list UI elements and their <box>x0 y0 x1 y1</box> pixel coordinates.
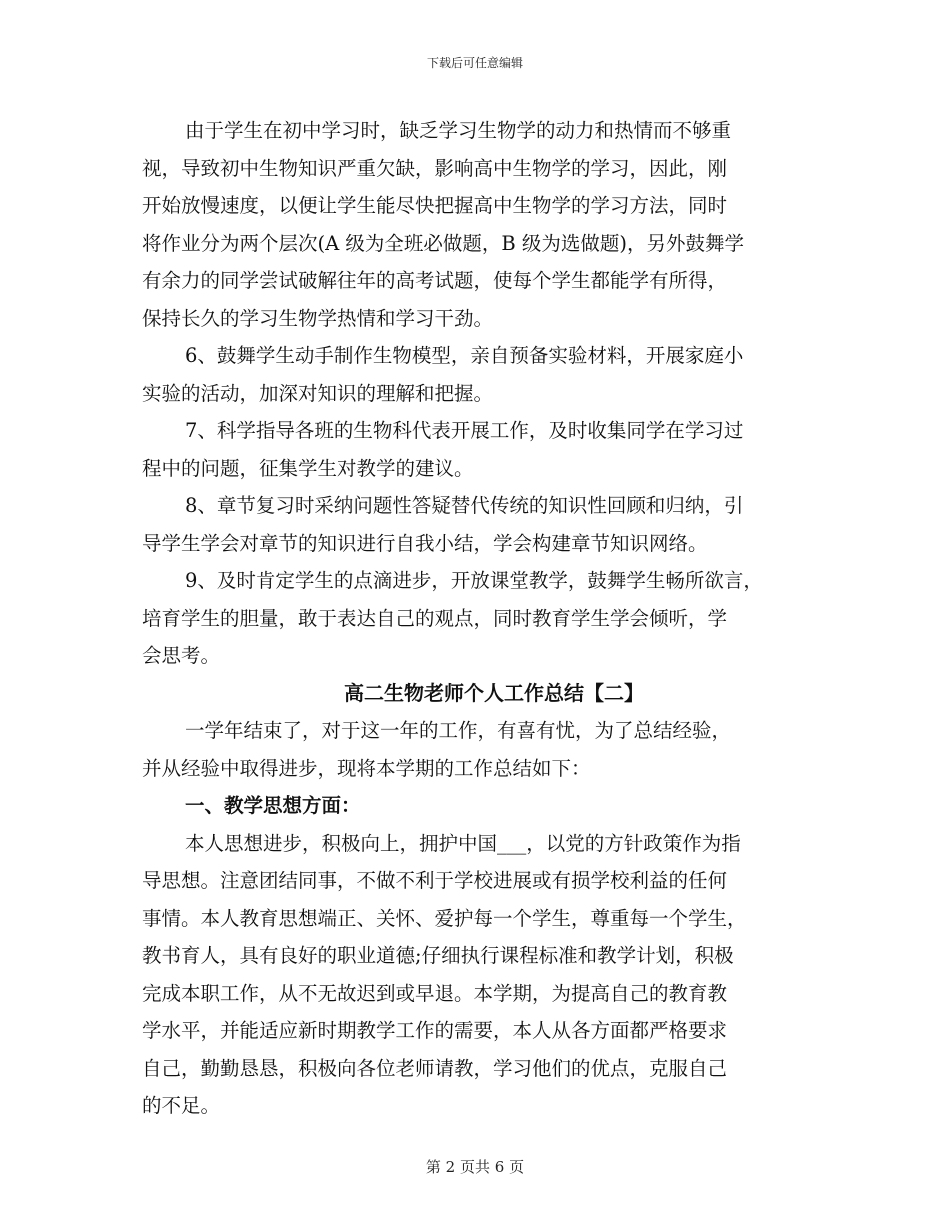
text-line: 并从经验中取得进步，现将本学期的工作总结如下： <box>142 756 591 780</box>
text-line: 自己，勤勤恳恳，积极向各位老师请教，学习他们的优点，克服自己 <box>142 1056 728 1080</box>
text-line: 开始放慢速度，以便让学生能尽快把握高中生物学的学习方法，同时 <box>142 194 728 217</box>
text-line: 将作业分为两个层次(A 级为全班必做题，B 级为选做题)，另外鼓舞学 <box>142 231 745 255</box>
text-line: 实验的活动，加深对知识的理解和把握。 <box>142 381 494 405</box>
text-line: 导思想。注意团结同事，不做不利于学校进展或有损学校利益的任何 <box>142 869 728 892</box>
text-line: 培育学生的胆量，敢于表达自己的观点，同时教育学生学会倾听，学 <box>142 606 728 630</box>
paragraph <box>142 487 822 562</box>
text-line: 程中的问题，征集学生对教学的建议。 <box>142 456 474 480</box>
paragraph <box>142 562 822 675</box>
paragraph <box>142 112 822 337</box>
text-line: 8、章节复习时采纳问题性答疑替代传统的知识性回顾和归纳，引 <box>185 494 744 517</box>
page-header: 下载后可任意编辑 <box>426 56 523 70</box>
paragraph <box>142 412 822 487</box>
text-line: 7、科学指导各班的生物科代表开展工作，及时收集同学在学习过 <box>185 419 744 442</box>
section-subheading <box>142 787 822 825</box>
text-line: 9、及时肯定学生的点滴进步，开放课堂教学，鼓舞学生畅所欲言， <box>185 569 763 592</box>
page-footer: 第 2 页共 6 页 <box>425 1158 525 1176</box>
text-line: 由于学生在初中学习时，缺乏学习生物学的动力和热情而不够重 <box>185 119 732 142</box>
text-line: 高二生物老师个人工作总结【二】 <box>344 680 644 705</box>
text-line: 导学生学会对章节的知识进行自我小结，学会构建章节知识网络。 <box>142 531 708 555</box>
text-line: 完成本职工作，从不无故迟到或早退。本学期，为提高自己的教育教 <box>142 981 728 1005</box>
document-body <box>142 112 822 1125</box>
text-line: 会思考。 <box>142 644 221 667</box>
text-line: 的不足。 <box>142 1094 221 1117</box>
text-line: 有余力的同学尝试破解往年的高考试题，使每个学生都能学有所得， <box>142 269 728 292</box>
text-line: 一、教学思想方面： <box>185 794 361 817</box>
text-line: 事情。本人教育思想端正、关怀、爱护每一个学生，尊重每一个学生， <box>142 906 747 930</box>
text-line: 一学年结束了，对于这一年的工作，有喜有忧，为了总结经验， <box>185 719 732 742</box>
text-line: 6、鼓舞学生动手制作生物模型，亲自预备实验材料，开展家庭小 <box>185 344 744 367</box>
text-line: 学水平，并能适应新时期教学工作的需要，本人从各方面都严格要求 <box>142 1019 728 1042</box>
text-line: 教书育人，具有良好的职业道德;仔细执行课程标准和教学计划，积极 <box>142 944 734 967</box>
paragraph <box>142 825 822 1125</box>
paragraph <box>142 712 822 787</box>
text-line: 保持长久的学习生物学热情和学习干劲。 <box>142 306 494 330</box>
section-title <box>142 675 822 713</box>
text-line: 视，导致初中生物知识严重欠缺，影响高中生物学的学习，因此，刚 <box>142 156 728 180</box>
paragraph <box>142 337 822 412</box>
text-line: 本人思想进步，积极向上，拥护中国___，以党的方针政策作为指 <box>185 831 741 855</box>
